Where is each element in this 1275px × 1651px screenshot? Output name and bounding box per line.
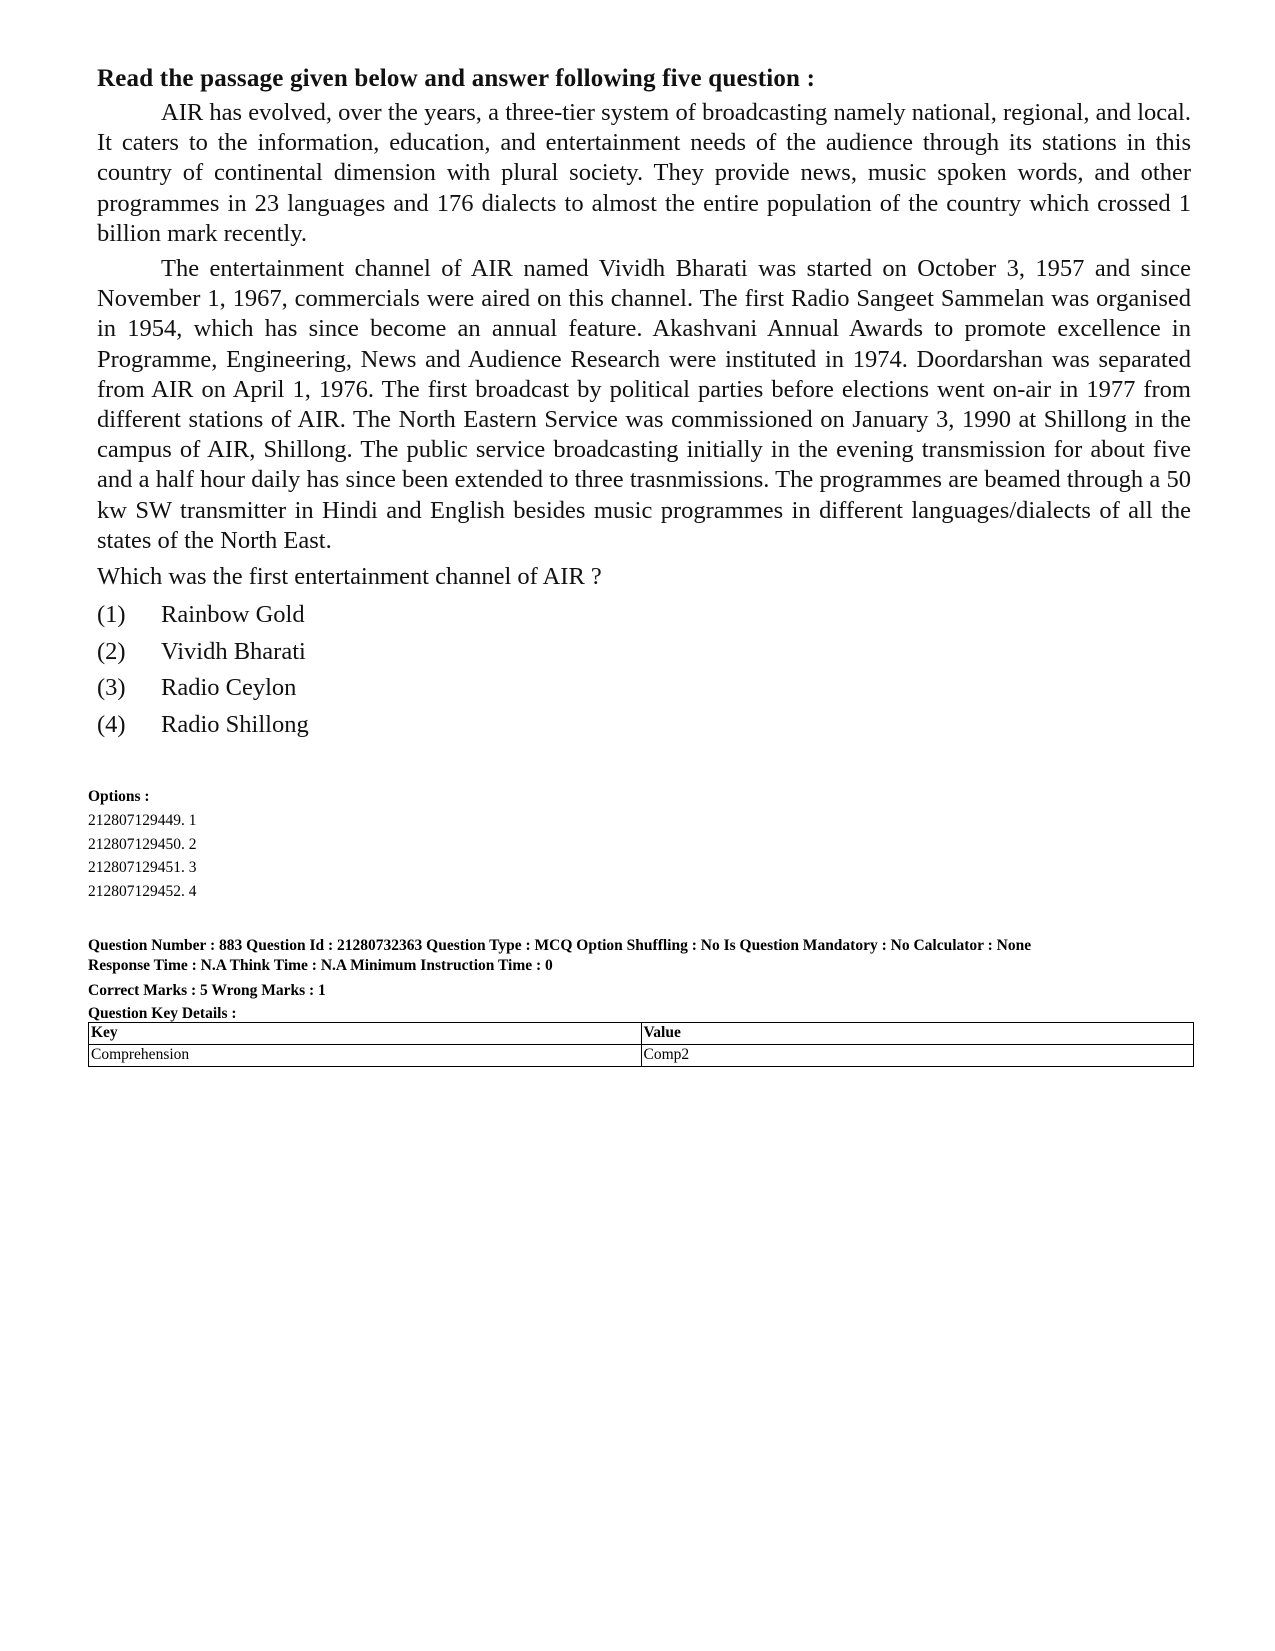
key-details-label: Question Key Details :: [88, 1005, 237, 1022]
question-details-line-2: Response Time : N.A Think Time : N.A Minimum Instruction Time : 0: [88, 957, 553, 974]
choice-label: Rainbow Gold: [161, 601, 305, 629]
choice-number: (2): [97, 637, 126, 665]
choice-label: Radio Shillong: [161, 710, 309, 738]
table-header-cell: Key: [89, 1023, 642, 1045]
table-cell: Comprehension: [89, 1045, 642, 1067]
key-details-table: [88, 1022, 1194, 1067]
option-id-line: 212807129452. 4: [88, 882, 197, 900]
option-id-line: 212807129449. 1: [88, 812, 197, 829]
marks-line: Correct Marks : 5 Wrong Marks : 1: [88, 982, 326, 999]
passage-block: [97, 62, 1191, 743]
question-details: [88, 936, 1198, 1025]
question-details-line-1: Question Number : 883 Question Id : 21280732363 Question Type : MCQ Option Shuffling : No Is Question Mandatory : No Calculator : None: [88, 937, 1032, 954]
answer-choice: [97, 597, 1191, 634]
options-label: Options :: [88, 788, 150, 805]
option-id-line: 212807129450. 2: [88, 835, 197, 853]
answer-choice: [97, 634, 1191, 671]
choice-label: Radio Ceylon: [161, 674, 297, 702]
passage-paragraph-2: The entertainment channel of AIR named Vividh Bharati was started on October 3, 1957 and since November 1, 1967, commercials were aired on this channel. The first Radio Sangeet Sammelan was organised in 1954, which has since become an annual feature. Akashvani Annual Awards to promote excellence in Programme, Engineering, News and Audience Research were instituted in 1974. Doordarshan was separated from AIR on April 1, 1976. The first broadcast by political parties before elections went on-air in 1977 from different stations of AIR. The North Eastern Service was commissioned on January 3, 1990 at Shillong in the campus of AIR, Shillong. The public service broadcasting initially in the evening transmission for about five and a half hour daily has since been extended to three trasnmissions. The programmes are beamed through a 50 kw SW transmitter in Hindi and English besides music programmes in different languages/dialects of all the states of the North East.: [97, 255, 1191, 554]
options-block: [88, 785, 488, 903]
table-row: [89, 1045, 1194, 1067]
table-cell: Comp2: [641, 1045, 1194, 1067]
answer-choice: [97, 670, 1191, 707]
choice-number: (3): [97, 674, 126, 702]
answer-choices: [97, 597, 1191, 743]
choice-number: (1): [97, 601, 126, 629]
option-id-line: 212807129451. 3: [88, 859, 197, 877]
choice-label: Vividh Bharati: [161, 637, 306, 665]
question-text: Which was the first entertainment channel of AIR ?: [97, 563, 602, 591]
passage-heading: Read the passage given below and answer following five question :: [97, 65, 816, 92]
table-header-cell: Value: [641, 1023, 1194, 1045]
table-header-row: [89, 1023, 1194, 1045]
choice-number: (4): [97, 710, 126, 738]
passage-paragraph-1: AIR has evolved, over the years, a three-tier system of broadcasting namely national, regional, and local. It caters to the information, education, and entertainment needs of the audience through its stations in this country of continental dimension with plural society. They provide news, music spoken words, and other programmes in 23 languages and 176 dialects to almost the entire population of the country which crossed 1 billion mark recently.: [97, 99, 1191, 247]
answer-choice: [97, 707, 1191, 744]
